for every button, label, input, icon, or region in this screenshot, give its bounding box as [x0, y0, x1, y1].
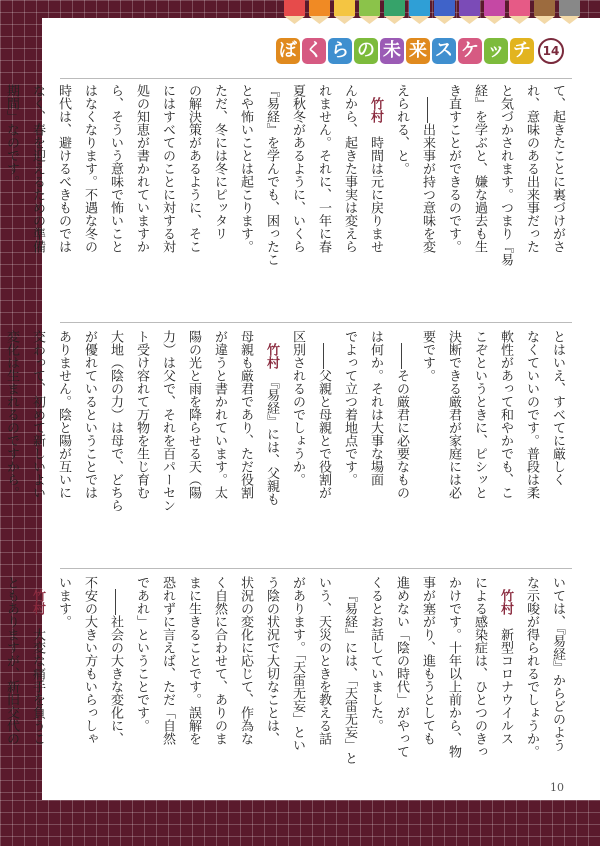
text-line	[180, 84, 206, 316]
title-char: く	[302, 38, 326, 64]
line-text: く自然に合わせて、ありのま	[212, 576, 227, 745]
text-line	[258, 84, 284, 316]
title-char: の	[354, 38, 378, 64]
line-text: はなくなります。不遇な冬の	[82, 84, 97, 253]
colored-pencils-decoration	[282, 0, 582, 26]
line-text: ――社会の大きな変化に、	[108, 589, 123, 745]
line-text: いては、『易経』からどのよう	[550, 576, 565, 752]
line-text: 大地（陰の力）は母で、どちら	[108, 330, 123, 512]
text-line	[128, 84, 154, 316]
line-text: 区別されるのでしょうか。	[290, 330, 305, 486]
line-text: 新型コロナウイルス	[498, 628, 513, 745]
text-line	[362, 576, 388, 794]
text-line	[518, 330, 544, 562]
line-text: でよって立つ着地点です。	[342, 330, 357, 486]
line-text: ト受け容れて万物を生じ育む	[134, 330, 149, 499]
title-char: ぼ	[276, 38, 300, 64]
line-text: 夏秋冬があるように、いくら	[290, 84, 305, 253]
pencil-tip	[284, 16, 305, 24]
text-line	[102, 84, 128, 316]
series-number: 14	[538, 38, 564, 64]
text-line	[362, 84, 388, 316]
line-text: かけです。十年以上前から、物	[446, 576, 461, 758]
line-text: 不安の大きい方もいらっしゃ	[82, 576, 97, 745]
line-text: があります。「天雷无妄」とい	[290, 576, 305, 752]
line-text: まに生きることです。誤解を	[186, 576, 201, 745]
line-text: 事が塞がり、進もうとしても	[420, 576, 435, 745]
text-line	[310, 576, 336, 794]
text-line	[76, 576, 102, 794]
line-text: れ、意味のある出来事だった	[524, 84, 539, 253]
line-text: 『易経』を学んでも、困ったこ	[264, 84, 279, 266]
pencil-tip	[509, 16, 530, 24]
text-line	[388, 576, 414, 794]
line-text: ありません。陰と陽が互いに	[56, 330, 71, 499]
line-text: にはすべてのことに対する対	[160, 84, 175, 253]
pencil-tip	[559, 16, 580, 24]
divider	[60, 568, 572, 569]
text-line	[492, 330, 518, 562]
pencil-body	[534, 0, 555, 16]
speaker-name: 竹村	[264, 343, 279, 382]
text-line	[310, 330, 336, 562]
line-text: います。	[56, 576, 71, 628]
text-band-top	[4, 84, 570, 316]
text-line	[24, 84, 50, 316]
pencil-body	[509, 0, 530, 16]
title-char: ケ	[458, 38, 482, 64]
title-char: 未	[380, 38, 404, 64]
pencil-tip	[309, 16, 330, 24]
text-line	[362, 330, 388, 562]
text-line	[466, 576, 492, 794]
pencil-body	[459, 0, 480, 16]
text-line	[232, 84, 258, 316]
line-text: 大変な痛手を負うこ	[30, 628, 45, 745]
pencil-tip	[384, 16, 405, 24]
text-line	[414, 84, 440, 316]
pencil-body	[559, 0, 580, 16]
line-text: き直すことができるのです。	[446, 84, 461, 253]
text-line	[76, 84, 102, 316]
line-text: なくていいのです。普段は柔	[524, 330, 539, 499]
text-line	[180, 330, 206, 562]
line-text: 時代は、避けるべきものでは	[56, 84, 71, 253]
pencil-body	[484, 0, 505, 16]
text-line	[310, 84, 336, 316]
pencil-body	[384, 0, 405, 16]
line-text: 進めない「陰の時代」がやって	[394, 576, 409, 758]
divider	[60, 78, 572, 79]
text-line	[206, 330, 232, 562]
line-text: 経』を学ぶと、嫌な過去も生	[472, 84, 487, 253]
pencil-tip	[459, 16, 480, 24]
pencil-tip	[534, 16, 555, 24]
line-text: 軟性があって和やかでも、こ	[498, 330, 513, 499]
text-line	[492, 576, 518, 794]
line-text: 決断できる厳君が家庭には必	[446, 330, 461, 499]
line-text: が優れているということでは	[82, 330, 97, 499]
title-char: ス	[432, 38, 456, 64]
title-char: 来	[406, 38, 430, 64]
text-line	[206, 576, 232, 794]
text-line	[414, 576, 440, 794]
line-text: て、起きたことに裏づけがさ	[550, 84, 565, 253]
speaker-name: 竹村	[30, 589, 45, 628]
line-text: 『易経』には、父親も	[264, 382, 279, 506]
line-text: ら、そういう意味で怖いこと	[108, 84, 123, 253]
line-text: ともありますが、新旧交代の	[4, 576, 19, 745]
speaker-name: 竹村	[368, 97, 383, 136]
line-text: くるとお話していました。	[368, 576, 383, 732]
text-line	[544, 576, 570, 794]
text-line	[154, 576, 180, 794]
line-text: が違うと書かれています。太	[212, 330, 227, 499]
text-line	[440, 330, 466, 562]
pencil-body	[334, 0, 355, 16]
text-line	[0, 84, 24, 316]
line-text: の解決策があるように、そこ	[186, 84, 201, 253]
line-text: 恐れずに言えば、ただ「自然	[160, 576, 175, 745]
line-text: 状況の変化に応じて、作為な	[238, 576, 253, 745]
pencil-body	[409, 0, 430, 16]
line-text: いう、天災のときを教える話	[316, 576, 331, 745]
text-line	[336, 576, 362, 794]
text-line	[466, 330, 492, 562]
text-line	[154, 84, 180, 316]
line-text: ――その厳君に必要なもの	[394, 343, 409, 499]
line-text: な示唆が得られるでしょうか。	[524, 576, 539, 758]
title-char: ッ	[484, 38, 508, 64]
text-line	[440, 576, 466, 794]
pencil-tip	[409, 16, 430, 24]
text-line	[232, 330, 258, 562]
text-line	[76, 330, 102, 562]
line-text: 要です。	[420, 330, 435, 382]
pencil-tip	[334, 16, 355, 24]
line-text: 母親も厳君であり、ただ役割	[238, 330, 253, 499]
line-text: 処の知恵が書かれていますか	[134, 84, 149, 253]
text-line	[336, 330, 362, 562]
line-text: う陰の状況で大切なことは、	[264, 576, 279, 745]
line-text: 時間は元に戻りませ	[368, 136, 383, 253]
pencil-tip	[434, 16, 455, 24]
text-line	[0, 330, 24, 562]
series-title	[276, 34, 580, 68]
line-text: は何か。それは大事な場面	[368, 330, 383, 486]
divider	[60, 322, 572, 323]
line-text: 陽の光と雨を降らせる天（陽	[186, 330, 201, 499]
pencil-body	[309, 0, 330, 16]
text-band-middle	[4, 330, 570, 562]
text-line	[388, 330, 414, 562]
line-text: んから、起きた事実は変えら	[342, 84, 357, 253]
text-line	[284, 576, 310, 794]
text-line	[414, 330, 440, 562]
line-text: ただ、冬には冬にピッタリ	[212, 84, 227, 240]
line-text: であれ」ということです。	[134, 576, 149, 732]
page-number: 10	[550, 781, 564, 794]
text-line	[544, 330, 570, 562]
line-text: れません。それに、一年に春	[316, 84, 331, 253]
text-band-bottom	[4, 576, 570, 794]
line-text: なく、春を迎えるための準備	[30, 84, 45, 253]
text-line	[128, 330, 154, 562]
text-line	[284, 330, 310, 562]
line-text: 『易経』には、「天雷无妄」と	[342, 589, 357, 765]
line-text: ――父親と母親とで役割が	[316, 343, 331, 499]
line-text: とや怖いことは起こります。	[238, 84, 253, 253]
text-line	[0, 576, 24, 794]
text-line	[232, 576, 258, 794]
text-line	[440, 84, 466, 316]
line-text: と気づかされます。つまり『易	[498, 84, 513, 266]
pencil-body	[284, 0, 305, 16]
text-line	[24, 576, 50, 794]
text-line	[50, 84, 76, 316]
text-line	[206, 84, 232, 316]
text-line	[336, 84, 362, 316]
pencil-body	[434, 0, 455, 16]
grid-border-bottom	[0, 800, 600, 846]
line-text: 力）は父で、それを百パーセン	[160, 330, 175, 512]
text-line	[518, 84, 544, 316]
text-line	[492, 84, 518, 316]
text-line	[24, 330, 50, 562]
text-line	[388, 84, 414, 316]
text-line	[258, 576, 284, 794]
text-line	[518, 576, 544, 794]
text-line	[102, 330, 128, 562]
text-line	[128, 576, 154, 794]
text-line	[154, 330, 180, 562]
text-line	[50, 330, 76, 562]
line-text: 交わって、初めて新しいよい	[30, 330, 45, 499]
title-char: チ	[510, 38, 534, 64]
line-text: 変化は生まれるのですから。	[4, 330, 19, 499]
line-text: ――出来事が持つ意味を変	[420, 97, 435, 253]
line-text: とはいえ、すべてに厳しく	[550, 330, 565, 486]
text-line	[180, 576, 206, 794]
text-line	[50, 576, 76, 794]
line-text: こぞというときに、ピシッと	[472, 330, 487, 499]
text-line	[544, 84, 570, 316]
text-line	[466, 84, 492, 316]
text-line	[102, 576, 128, 794]
title-char: ら	[328, 38, 352, 64]
text-line	[284, 84, 310, 316]
line-text: 期間」なのです。	[4, 84, 19, 188]
text-line	[258, 330, 284, 562]
line-text: えられる、と。	[394, 84, 409, 175]
pencil-body	[359, 0, 380, 16]
pencil-tip	[359, 16, 380, 24]
pencil-tip	[484, 16, 505, 24]
speaker-name: 竹村	[498, 589, 513, 628]
line-text: による感染症は、ひとつのきっ	[472, 576, 487, 758]
